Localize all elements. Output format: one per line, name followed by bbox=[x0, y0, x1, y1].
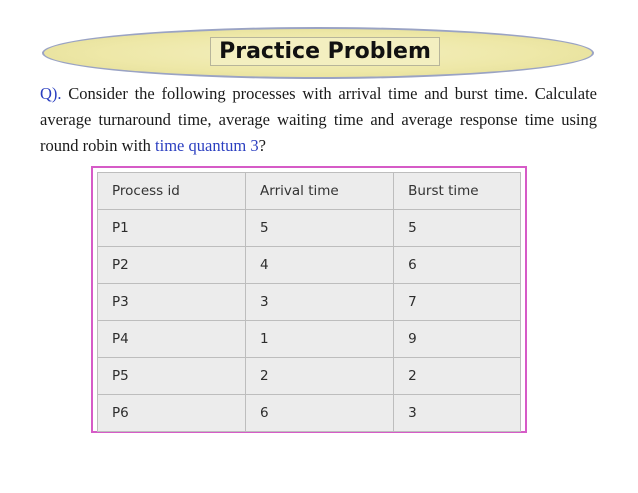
question-text: Consider the following processes with arrival time and burst time. Calculate average turnaround time, average waiting time and average response time using round robin with bbox=[40, 84, 597, 155]
question-prefix: Q). bbox=[40, 84, 62, 103]
cell-process-id: P2 bbox=[98, 247, 246, 284]
slide-title: Practice Problem bbox=[210, 37, 440, 66]
cell-process-id: P4 bbox=[98, 321, 246, 358]
cell-process-id: P1 bbox=[98, 210, 246, 247]
process-table-frame bbox=[91, 166, 527, 433]
table-row bbox=[98, 210, 521, 247]
cell-arrival-time: 6 bbox=[246, 395, 394, 432]
cell-arrival-time: 4 bbox=[246, 247, 394, 284]
table-row bbox=[98, 395, 521, 432]
cell-burst-time: 3 bbox=[394, 395, 521, 432]
cell-burst-time: 7 bbox=[394, 284, 521, 321]
cell-burst-time: 6 bbox=[394, 247, 521, 284]
cell-process-id: P3 bbox=[98, 284, 246, 321]
cell-burst-time: 2 bbox=[394, 358, 521, 395]
header-arrival-time: Arrival time bbox=[246, 173, 394, 210]
cell-arrival-time: 1 bbox=[246, 321, 394, 358]
table-row bbox=[98, 358, 521, 395]
question-suffix: ? bbox=[258, 136, 266, 155]
table-row bbox=[98, 284, 521, 321]
header-burst-time: Burst time bbox=[394, 173, 521, 210]
cell-arrival-time: 5 bbox=[246, 210, 394, 247]
cell-burst-time: 5 bbox=[394, 210, 521, 247]
process-table bbox=[97, 172, 521, 432]
table-header-row bbox=[98, 173, 521, 210]
table-row bbox=[98, 247, 521, 284]
question-highlight: time quantum 3 bbox=[155, 136, 259, 155]
cell-arrival-time: 2 bbox=[246, 358, 394, 395]
table-row bbox=[98, 321, 521, 358]
cell-arrival-time: 3 bbox=[246, 284, 394, 321]
cell-burst-time: 9 bbox=[394, 321, 521, 358]
cell-process-id: P6 bbox=[98, 395, 246, 432]
header-process-id: Process id bbox=[98, 173, 246, 210]
cell-process-id: P5 bbox=[98, 358, 246, 395]
question-paragraph bbox=[40, 81, 597, 159]
